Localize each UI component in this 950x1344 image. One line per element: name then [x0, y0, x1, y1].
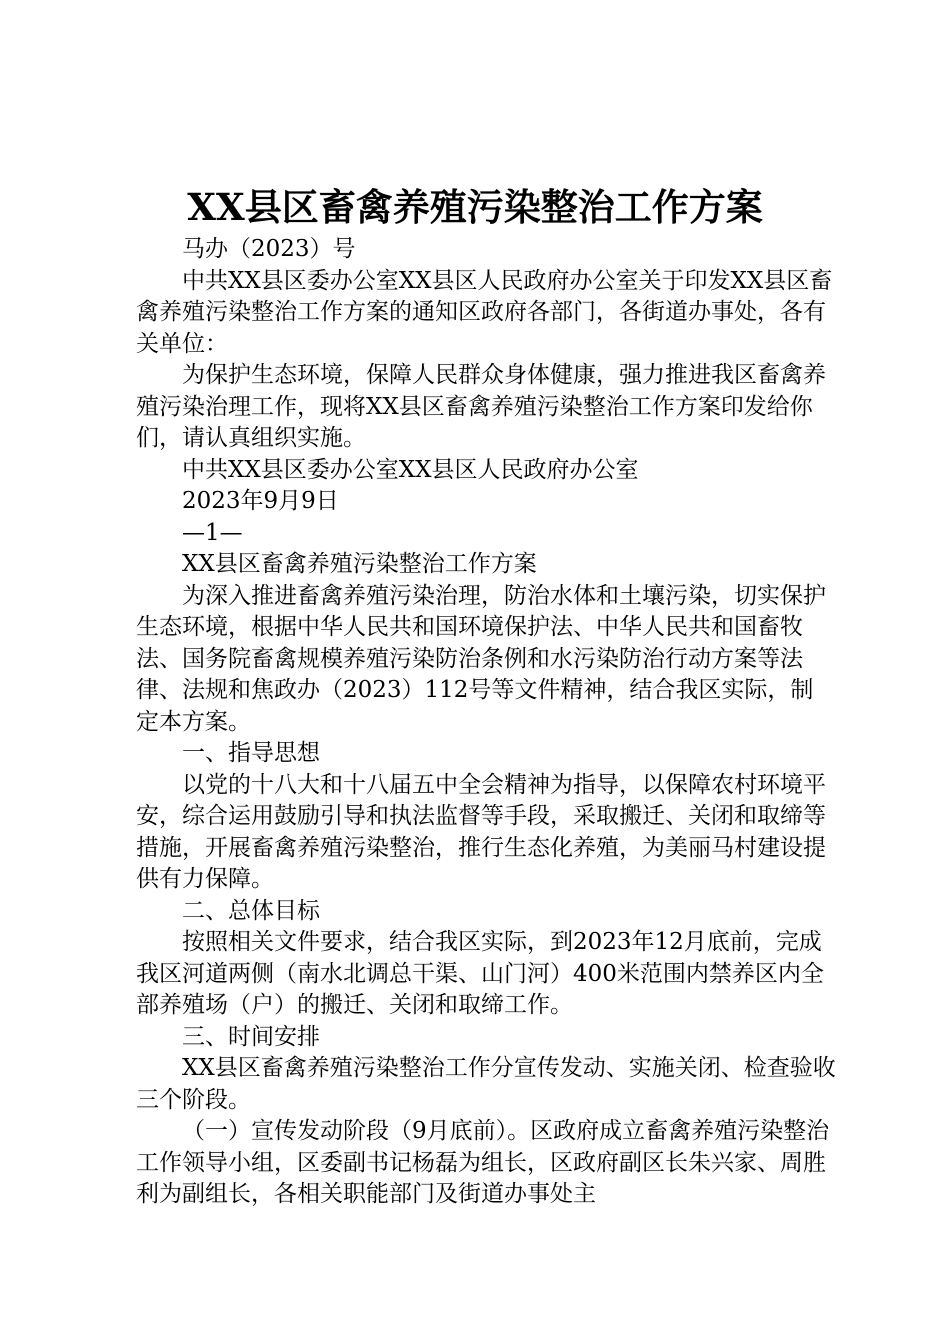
section-text-2: 按照相关文件要求，结合我区实际，到2023年12月底前，完成我区河道两侧（南水北调总干渠、山门河）400米范围内禁养区内全部养殖场（户）的搬迁、关闭和取缔工作。	[136, 929, 824, 1018]
section-text-1: 以党的十八大和十八届五中全会精神为指导，以保障农村环境平安，综合运用鼓励引导和执法监督等手段，采取搬迁、关闭和取缔等措施，开展畜禽养殖污染整治，推行生态化养殖，为美丽马村建设提供有力保障。	[136, 771, 826, 892]
section-heading-1: 一、指导思想	[182, 740, 320, 766]
document-title: XX县区畜禽养殖污染整治工作方案	[187, 185, 763, 229]
section-text-3: XX县区畜禽养殖污染整治工作分宣传发动、实施关闭、检查验收三个阶段。	[136, 1055, 836, 1113]
document-number: 马办（2023）号	[182, 236, 356, 262]
notice-heading: 中共XX县区委办公室XX县区人民政府办公室关于印发XX县区畜禽养殖污染整治工作方案的通知区政府各部门，各街道办事处，各有关单位：	[136, 267, 833, 357]
issuing-offices: 中共XX县区委办公室XX县区人民政府办公室	[182, 456, 639, 483]
plan-intro: 为深入推进畜禽养殖污染治理，防治水体和土壤污染，切实保护生态环境，根据中华人民共和国环境保护法、中华人民共和国畜牧法、国务院畜禽规模养殖污染防治条例和水污染防治行动方案等法律、法规和焦政办（2023）112号等文件精神，结合我区实际，制定本方案。	[136, 582, 826, 735]
issue-date: 2023年9月9日	[182, 488, 339, 514]
document-body	[136, 234, 836, 1211]
subsection-text-1: （一）宣传发动阶段（9月底前）。区政府成立畜禽养殖污染整治工作领导小组，区委副书记杨磊为组长，区政府副区长朱兴家、周胜利为副组长，各相关职能部门及街道办事处主	[136, 1118, 830, 1207]
section-heading-2: 二、总体目标	[182, 897, 320, 924]
plan-title: XX县区畜禽养殖污染整治工作方案	[182, 551, 537, 577]
section-heading-3: 三、时间安排	[182, 1023, 320, 1050]
page-number: —1—	[182, 519, 243, 546]
notice-text: 为保护生态环境，保障人民群众身体健康，强力推进我区畜禽养殖污染治理工作，现将XX县区畜禽养殖污染整治工作方案印发给你们，请认真组织实施。	[136, 362, 826, 451]
